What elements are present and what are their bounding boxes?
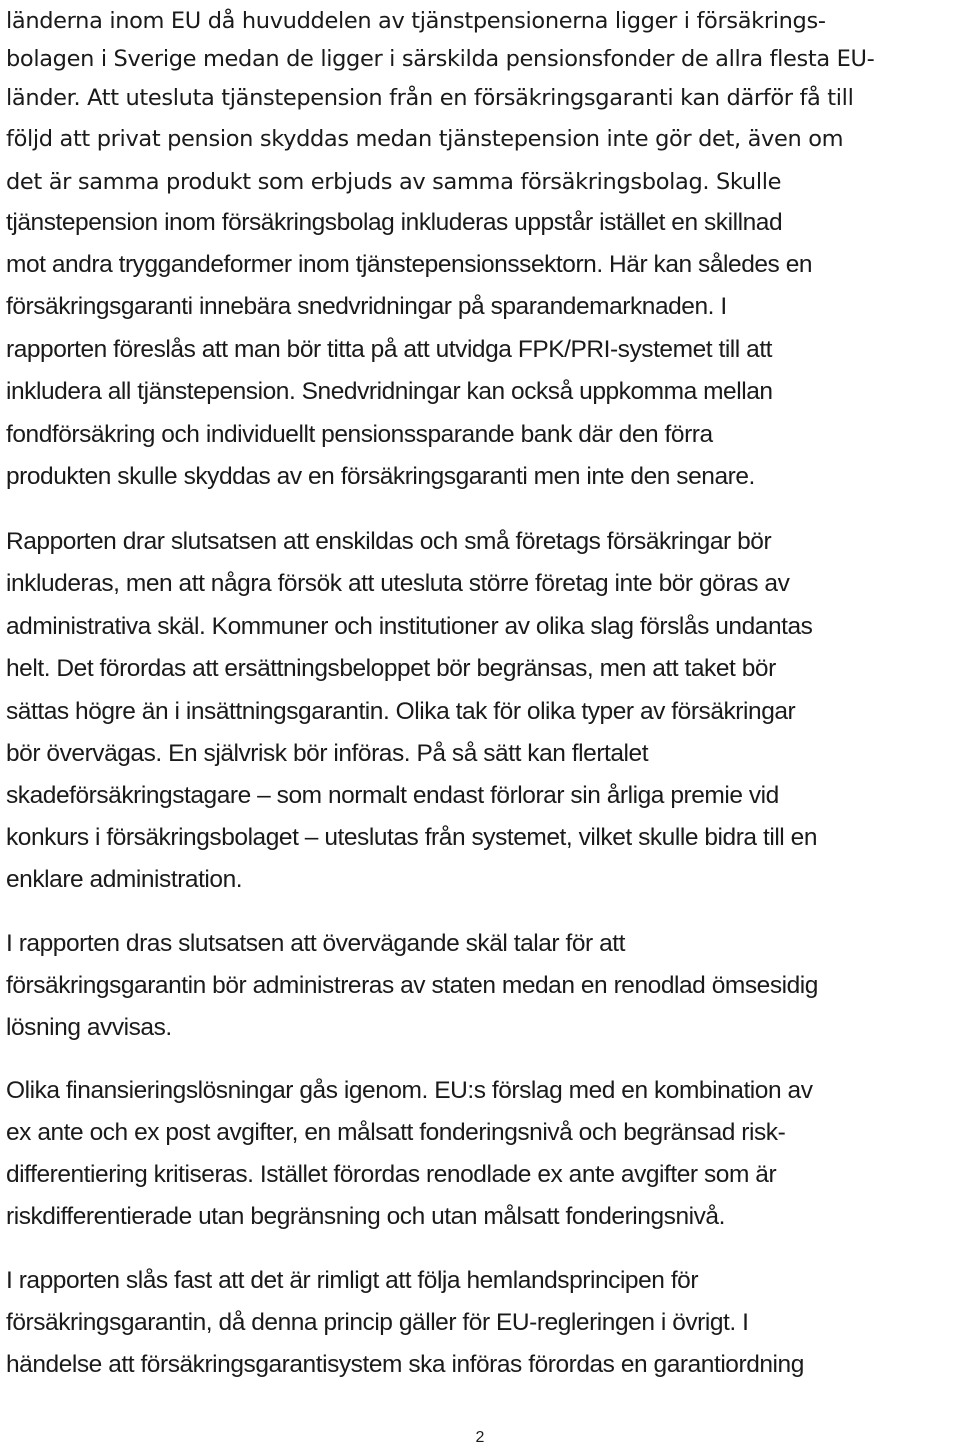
text-line: bör övervägas. En självrisk bör införas. På så sätt kan flertalet (6, 740, 649, 767)
text-line: I rapporten slås fast att det är rimligt att följa hemlandsprincipen för (6, 1267, 699, 1294)
text-line: mot andra tryggandeformer inom tjänstepensionssektorn. Här kan således en (6, 251, 813, 278)
text-line: I rapporten dras slutsatsen att övervägande skäl talar för att (6, 930, 625, 957)
text-line: konkurs i försäkringsbolaget – uteslutas från systemet, vilket skulle bidra till en (6, 824, 818, 851)
text-line: inkludera all tjänstepension. Snedvridningar kan också uppkomma mellan (6, 378, 773, 405)
text-line: Olika finansieringslösningar gås igenom. EU:s förslag med en kombination av (6, 1077, 813, 1104)
text-line: inkluderas, men att några försök att utesluta större företag inte bör göras av (6, 570, 790, 597)
text-line: händelse att försäkringsgarantisystem ska införas förordas en garantiordning (6, 1351, 804, 1378)
text-line: ex ante och ex post avgifter, en målsatt fonderingsnivå och begränsad risk- (6, 1119, 786, 1146)
text-line: fondförsäkring och individuellt pensionssparande bank där den förra (6, 421, 713, 448)
text-line: länder. Att utesluta tjänstepension från en försäkringsgaranti kan därför få till (6, 85, 854, 111)
text-line: länderna inom EU då huvuddelen av tjänstpensionerna ligger i försäkrings- (6, 8, 826, 34)
text-line: tjänstepension inom försäkringsbolag inkluderas uppstår istället en skillnad (6, 209, 783, 236)
text-line: lösning avvisas. (6, 1014, 172, 1041)
text-line: helt. Det förordas att ersättningsbeloppet bör begränsas, men att taket bör (6, 655, 776, 682)
text-line: sättas högre än i insättningsgarantin. Olika tak för olika typer av försäkringar (6, 698, 796, 725)
text-line: skadeförsäkringstagare – som normalt endast förlorar sin årliga premie vid (6, 782, 779, 809)
text-line: rapporten föreslås att man bör titta på att utvidga FPK/PRI-systemet till att (6, 336, 773, 363)
text-line: differentiering kritiseras. Istället förordas renodlade ex ante avgifter som är (6, 1161, 777, 1188)
text-line: det är samma produkt som erbjuds av samma försäkringsbolag. Skulle (6, 169, 782, 195)
text-line: bolagen i Sverige medan de ligger i särskilda pensionsfonder de allra flesta EU- (6, 46, 875, 72)
text-line: enklare administration. (6, 866, 243, 893)
text-line: administrativa skäl. Kommuner och institutioner av olika slag förslås undantas (6, 613, 813, 640)
text-line: försäkringsgaranti innebära snedvridningar på sparandemarknaden. I (6, 293, 727, 320)
page-number: 2 (475, 1429, 485, 1446)
text-line: Rapporten drar slutsatsen att enskildas och små företags försäkringar bör (6, 528, 772, 555)
text-line: följd att privat pension skyddas medan tjänstepension inte gör det, även om (6, 126, 844, 152)
text-line: försäkringsgarantin bör administreras av staten medan en renodlad ömsesidig (6, 972, 818, 999)
text-line: försäkringsgarantin, då denna princip gäller för EU-regleringen i övrigt. I (6, 1309, 749, 1336)
text-line: riskdifferentierade utan begränsning och utan målsatt fonderingsnivå. (6, 1203, 725, 1230)
text-line: produkten skulle skyddas av en försäkringsgaranti men inte den senare. (6, 463, 755, 490)
